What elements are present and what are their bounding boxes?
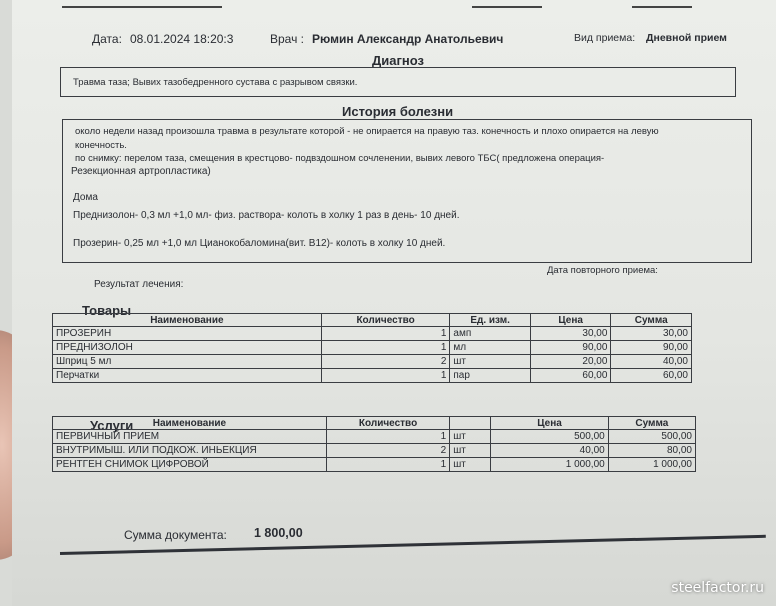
services-section-title: Услуги (90, 418, 134, 433)
goods-sum: 40,00 (611, 355, 692, 369)
top-rule (632, 6, 692, 8)
goods-sum: 90,00 (611, 341, 692, 355)
history-title: История болезни (342, 104, 454, 119)
watermark: steelfactor.ru (671, 580, 764, 596)
goods-price: 60,00 (530, 369, 611, 383)
service-sum: 80,00 (608, 444, 695, 458)
table-row (53, 327, 692, 341)
goods-qty: 2 (321, 355, 450, 369)
date-value: 08.01.2024 18:20:3 (130, 32, 234, 46)
history-line: Резекционная артропластика) (71, 166, 211, 177)
service-sum: 500,00 (608, 430, 695, 444)
goods-sum: 30,00 (611, 327, 692, 341)
table-row (53, 369, 692, 383)
table-row (53, 444, 696, 458)
service-unit: шт (450, 430, 491, 444)
total-label: Сумма документа: (124, 528, 227, 542)
goods-name: Перчатки (53, 369, 322, 383)
table-row (53, 430, 696, 444)
visit-type-label: Вид приема: (574, 32, 636, 44)
goods-unit: шт (450, 355, 531, 369)
goods-price: 20,00 (530, 355, 611, 369)
service-price: 500,00 (491, 430, 608, 444)
service-sum: 1 000,00 (608, 458, 695, 472)
goods-unit: амп (450, 327, 531, 341)
service-price: 1 000,00 (491, 458, 608, 472)
table-row (53, 458, 696, 472)
date-label: Дата: (92, 32, 122, 46)
history-line: около недели назад произошла травма в результате которой - не опирается на правую таз. конечность и плохо опирается на левую (75, 126, 659, 137)
service-qty: 1 (326, 430, 449, 444)
diagnosis-title: Диагноз (372, 53, 424, 68)
goods-unit: мл (450, 341, 531, 355)
goods-name: ПРЕДНИЗОЛОН (53, 341, 322, 355)
top-rule (62, 6, 222, 8)
visit-type-value: Дневной прием (646, 32, 727, 44)
doctor-name: Рюмин Александр Анатольевич (312, 32, 504, 46)
goods-table (52, 313, 692, 383)
goods-name: Шприц 5 мл (53, 355, 322, 369)
goods-price: 90,00 (530, 341, 611, 355)
services-col-sum: Сумма (608, 417, 695, 430)
goods-name: ПРОЗЕРИН (53, 327, 322, 341)
service-qty: 2 (326, 444, 449, 458)
services-col-unit (450, 417, 491, 430)
service-price: 40,00 (491, 444, 608, 458)
goods-col-unit: Ед. изм. (450, 314, 531, 327)
services-table (52, 416, 696, 472)
goods-col-name: Наименование (53, 314, 322, 327)
prescription-line: Прозерин- 0,25 мл +1,0 мл Цианокобаломина(вит. В12)- колоть в холку 10 дней. (73, 238, 446, 249)
goods-qty: 1 (321, 341, 450, 355)
goods-qty: 1 (321, 327, 450, 341)
goods-sum: 60,00 (611, 369, 692, 383)
doctor-label: Врач : (270, 32, 305, 46)
goods-col-sum: Сумма (611, 314, 692, 327)
diagnosis-text: Травма таза; Вывих тазобедренного сустава с разрывом связки. (73, 77, 358, 88)
goods-col-qty: Количество (321, 314, 450, 327)
document-sheet (12, 0, 776, 606)
home-label: Дома (73, 192, 98, 203)
services-col-qty: Количество (326, 417, 449, 430)
history-box (62, 119, 752, 263)
service-unit: шт (450, 458, 491, 472)
goods-price: 30,00 (530, 327, 611, 341)
services-col-name: Наименование (53, 417, 327, 430)
goods-qty: 1 (321, 369, 450, 383)
diagnosis-box (60, 67, 736, 97)
prescription-line: Преднизолон- 0,3 мл +1,0 мл- физ. раствора- колоть в холку 1 раз в день- 10 дней. (73, 210, 460, 221)
goods-section-title: Товары (82, 303, 132, 318)
service-name: ПЕРВИЧНЫЙ ПРИЕМ (53, 430, 327, 444)
service-name: РЕНТГЕН СНИМОК ЦИФРОВОЙ (53, 458, 327, 472)
top-rule (472, 6, 542, 8)
table-row (53, 341, 692, 355)
table-row (53, 355, 692, 369)
history-line: конечность. (75, 140, 127, 151)
result-label: Результат лечения: (94, 279, 184, 290)
service-name: ВНУТРИМЫШ. ИЛИ ПОДКОЖ. ИНЬЕКЦИЯ (53, 444, 327, 458)
repeat-visit-label: Дата повторного приема: (547, 265, 658, 276)
services-col-price: Цена (491, 417, 608, 430)
goods-col-price: Цена (530, 314, 611, 327)
total-value: 1 800,00 (254, 526, 303, 540)
history-line: по снимку: перелом таза, смещения в крестцово- подвздошном сочленении, вывих левого ТБС( предложена операция- (75, 153, 605, 164)
service-unit: шт (450, 444, 491, 458)
service-qty: 1 (326, 458, 449, 472)
goods-unit: пар (450, 369, 531, 383)
